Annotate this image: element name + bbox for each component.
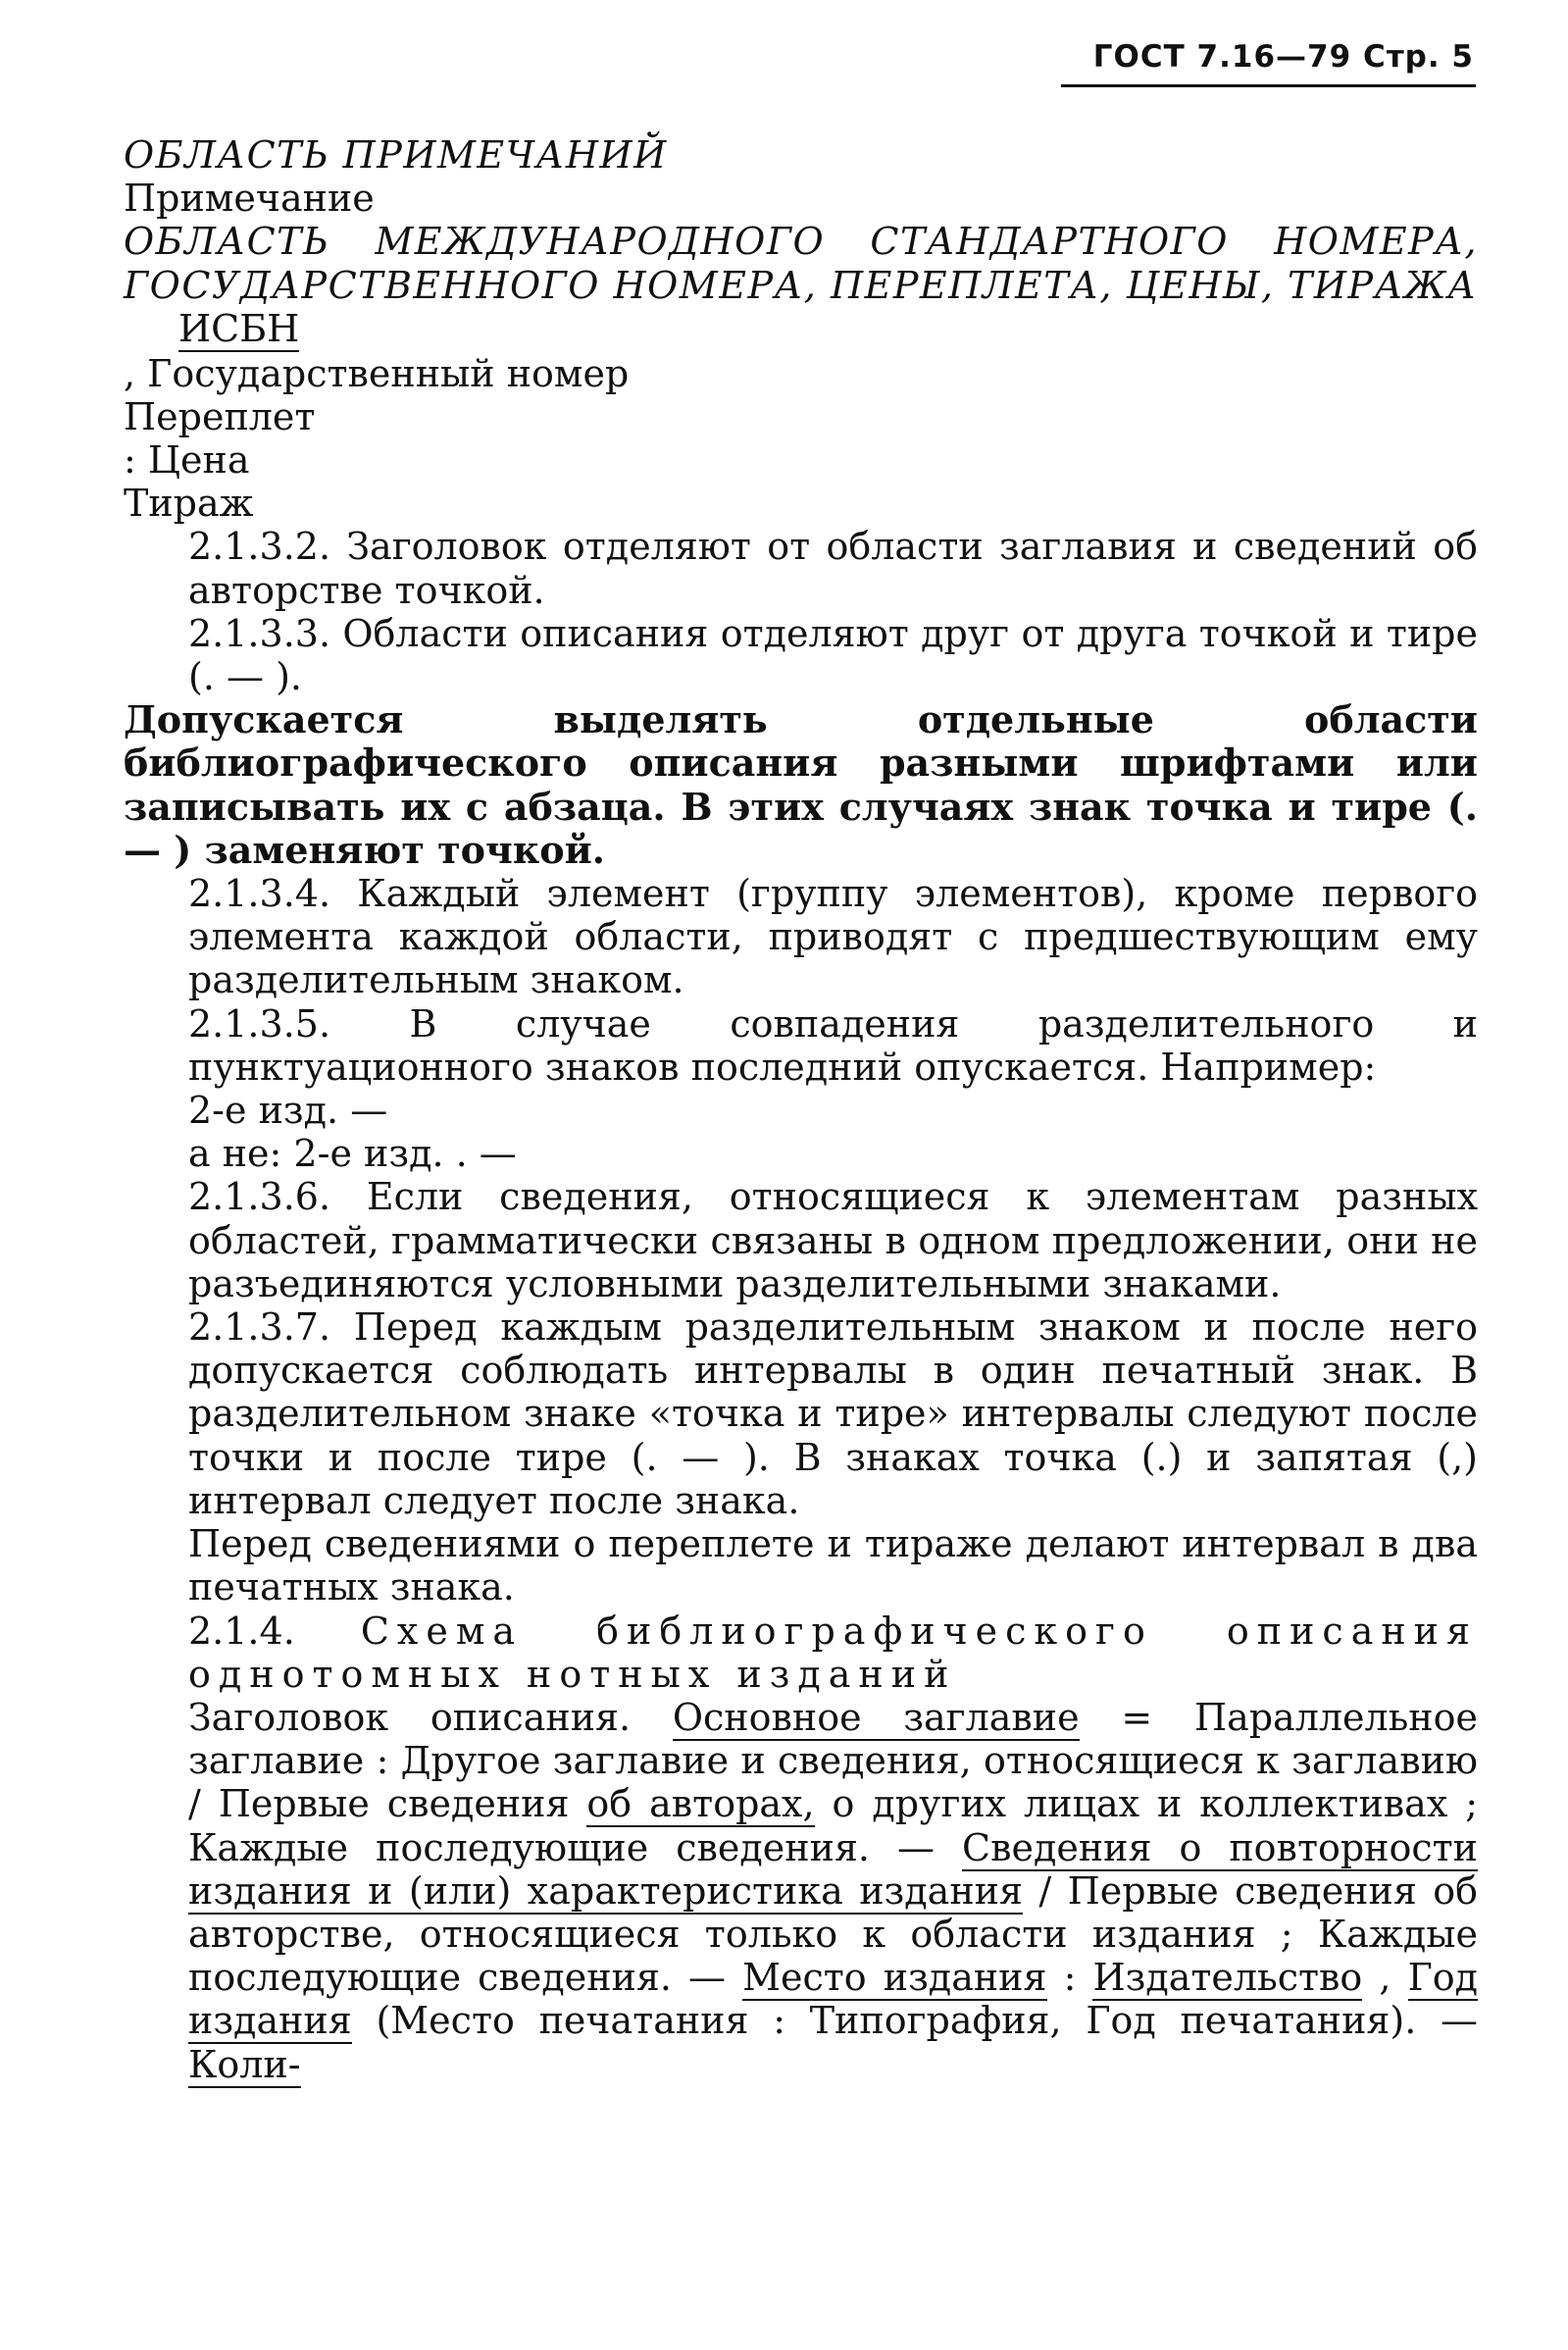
isbn-line xyxy=(124,307,1478,352)
clause-2-1-4 xyxy=(124,1609,1478,1696)
area-item-print-run: Тираж xyxy=(124,482,254,526)
header-rule xyxy=(1061,84,1476,87)
area-notes-title: ОБЛАСТЬ ПРИМЕЧАНИЙ xyxy=(124,133,668,177)
clause-2-1-3-5: 2.1.3.5. В случае совпадения разделительного и пунктуационного знаков последний опускается. Например: xyxy=(188,1001,1478,1089)
clause-2-1-3-7: 2.1.3.7. Перед каждым разделительным знаком и после него допускается соблюдать интервалы в один печатный знак. В разделительном знаке «точка и тире» интервалы следуют после точки и после тире (. — ). В знаках точка (.) и запятая (,) интервал следует после знака. xyxy=(188,1305,1478,1522)
scheme-comma: , xyxy=(1362,1956,1408,2000)
clause-2-1-4-title: Схема библиографического описания однотомных нотных изданий xyxy=(188,1609,1478,1696)
scheme-main-title: Основное заглавие xyxy=(672,1695,1080,1739)
area-item-state-number: , Государственный номер xyxy=(124,351,630,395)
scheme-quantity: Коли- xyxy=(188,2042,301,2086)
isbn-label: ИСБН xyxy=(178,306,300,350)
clause-2-1-3-7-note: Перед сведениями о переплете и тираже делают интервал в два печатных знака. xyxy=(188,1522,1478,1609)
area-item-binding: Переплет xyxy=(124,394,316,438)
scheme-other-persons: о других лицах и коллективах ; Каждые последующие сведения. — xyxy=(188,1782,1479,1869)
clause-2-1-3-3: 2.1.3.3. Области описания отделяют друг от друга точкой и тире (. — ). xyxy=(188,611,1478,699)
scheme-authors: об авторах, xyxy=(586,1782,815,1826)
example-correct: 2-е изд. — xyxy=(188,1089,388,1133)
scheme-colon: : xyxy=(1046,1956,1093,2000)
scheme-edition: Сведения о повторности издания и (или) характеристика издания xyxy=(188,1825,1479,1913)
scheme-edition-authorship: / Первые сведения об авторстве, относящиеся только к области издания ; Каждые последующие сведения. — xyxy=(188,1868,1478,2000)
example-incorrect: а не: 2-е изд. . — xyxy=(188,1132,517,1176)
clause-2-1-3-3-bold-note: Допускается выделять отдельные области библиографического описания разными шрифтами или записывать их с абзаца. В этих случаях знак точка и тире (. — ) заменяют точкой. xyxy=(124,697,1478,872)
clause-2-1-3-6: 2.1.3.6. Если сведения, относящиеся к элементам разных областей, грамматически связаны в одном предложении, они не разъединяются условными разделительными знаками. xyxy=(188,1175,1478,1305)
scheme-parallel-title: = Параллельное заглавие : Другое заглавие и сведения, относящиеся к заглавию / Первые сведения xyxy=(188,1695,1479,1826)
scheme-publisher: Издательство xyxy=(1092,1956,1363,2000)
page-header: ГОСТ 7.16—79 Стр. 5 xyxy=(1092,39,1474,75)
area-item-price: : Цена xyxy=(124,438,250,483)
scheme-paragraph xyxy=(124,1696,1478,2086)
area-notes-item: Примечание xyxy=(124,177,375,221)
scheme-year: Год издания xyxy=(188,1956,1478,2043)
scheme-heading: Заголовок описания. xyxy=(188,1695,673,1739)
scheme-place: Место издания xyxy=(742,1956,1047,2000)
page-body xyxy=(124,133,1478,2086)
clause-2-1-4-number: 2.1.4. xyxy=(188,1609,295,1653)
area-number-title: ОБЛАСТЬ МЕЖДУНАРОДНОГО СТАНДАРТНОГО НОМЕРА, ГОСУДАРСТВЕННОГО НОМЕРА, ПЕРЕПЛЕТА, ЦЕНЫ, ТИРАЖА xyxy=(124,220,1478,307)
clause-2-1-3-2: 2.1.3.2. Заголовок отделяют от области заглавия и сведений об авторстве точкой. xyxy=(188,525,1478,612)
scheme-printing: (Место печатания : Типография, Год печатания). — xyxy=(351,1999,1478,2043)
clause-2-1-3-4: 2.1.3.4. Каждый элемент (группу элементов), кроме первого элемента каждой области, приводят с предшествующим ему разделительным знаком. xyxy=(188,872,1478,1002)
